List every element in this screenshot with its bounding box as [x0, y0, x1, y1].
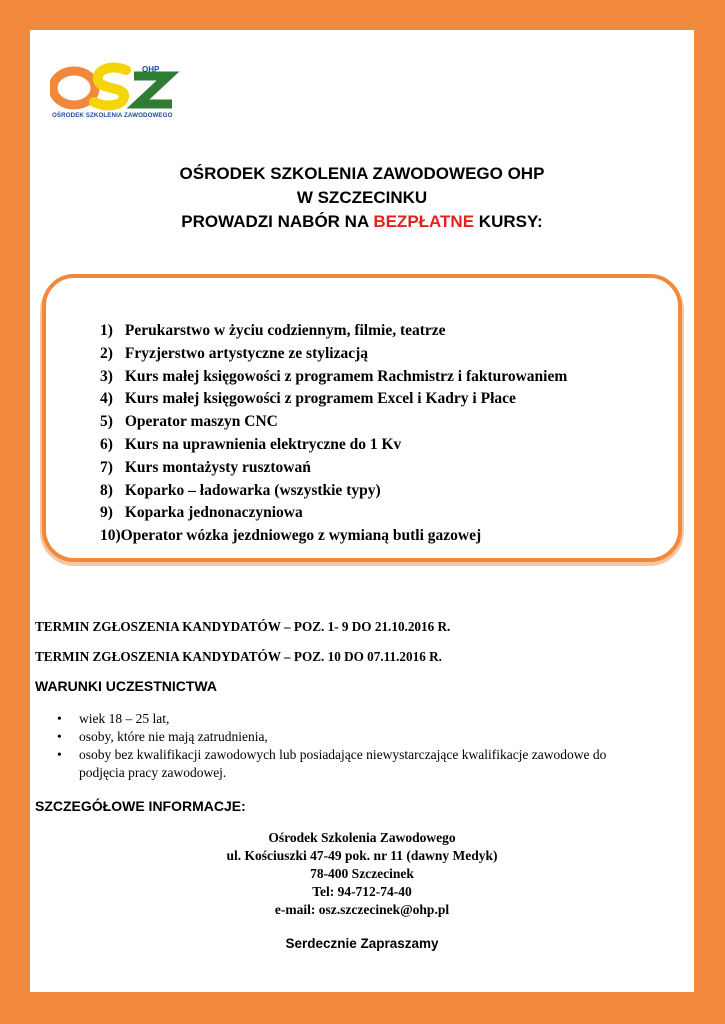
deadline-line-2: TERMIN ZGŁOSZENIA KANDYDATÓW – POZ. 10 DO 07.11.2016 R.	[35, 649, 442, 664]
course-item	[100, 525, 660, 548]
course-title: Koparko – ładowarka (wszystkie typy)	[124, 481, 381, 499]
headline	[30, 162, 694, 234]
course-number: 3)	[100, 367, 113, 385]
course-number: 2)	[100, 344, 113, 362]
poster-page	[30, 30, 694, 992]
course-number: 4)	[100, 390, 113, 408]
info-city: 78-400 Szczecinek	[310, 866, 414, 881]
course-item	[100, 388, 660, 411]
info-email: e-mail: osz.szczecinek@ohp.pl	[274, 902, 450, 917]
osz-logo-mark	[50, 58, 180, 112]
closing-invitation: Serdecznie Zapraszamy	[285, 936, 439, 951]
condition-text: osoby bez kwalifikacji zawodowych lub posiadające niewystarczające kwalifikacje zawodowe do podjęcia pracy zawodowej.	[79, 747, 607, 780]
headline-line-3-post: KURSY:	[474, 212, 543, 231]
condition-text: wiek 18 – 25 lat,	[79, 711, 170, 726]
course-item	[100, 411, 660, 434]
course-title: Operator maszyn CNC	[124, 413, 278, 431]
svg-text:OHP: OHP	[142, 65, 160, 74]
condition-item	[55, 746, 655, 782]
course-title: Perukarstwo w życiu codziennym, filmie, teatrze	[124, 322, 446, 339]
course-title: Kurs małej księgowości z programem Rachmistrz i fakturowaniem	[124, 367, 568, 385]
course-number: 8)	[100, 481, 113, 499]
headline-line-1: OŚRODEK SZKOLENIA ZAWODOWEGO OHP	[179, 164, 545, 183]
course-title: Kurs na uprawnienia elektryczne do 1 Kv	[124, 435, 402, 453]
course-item	[100, 343, 660, 366]
deadline-line-1: TERMIN ZGŁOSZENIA KANDYDATÓW – POZ. 1- 9 DO 21.10.2016 R.	[35, 619, 451, 634]
course-item	[100, 320, 660, 343]
course-title: Kurs montażysty rusztowań	[124, 458, 311, 476]
bullet-icon: •	[57, 711, 62, 726]
info-phone: Tel: 94-712-74-40	[312, 884, 412, 899]
condition-item	[55, 710, 655, 728]
course-item	[100, 457, 660, 480]
course-number: 10)	[100, 527, 121, 545]
logo-caption: OŚRODEK SZKOLENIA ZAWODOWEGO	[52, 112, 173, 119]
course-number: 9)	[100, 504, 113, 522]
condition-item	[55, 728, 655, 746]
course-item	[100, 480, 660, 503]
course-number: 1)	[100, 322, 113, 339]
contact-info	[30, 829, 694, 919]
course-number: 6)	[100, 435, 113, 453]
course-item	[100, 502, 660, 525]
course-number: 5)	[100, 413, 113, 431]
course-title: Kurs małej księgowości z programem Excel i Kadry i Płace	[124, 390, 516, 408]
conditions-title: WARUNKI UCZESTNICTWA	[35, 678, 217, 694]
headline-line-3	[30, 210, 694, 234]
headline-line-3-pre: PROWADZI NABÓR NA	[181, 212, 374, 231]
headline-line-2: W SZCZECINKU	[296, 188, 428, 207]
headline-free-highlight: BEZPŁATNE	[373, 212, 475, 231]
course-title: Koparka jednonaczyniowa	[124, 504, 303, 522]
osz-logo	[50, 58, 180, 128]
condition-text: osoby, które nie mają zatrudnienia,	[79, 729, 268, 744]
bullet-icon: •	[57, 747, 62, 762]
course-number: 7)	[100, 458, 113, 476]
info-title: SZCZEGÓŁOWE INFORMACJE:	[35, 798, 246, 814]
course-title: Fryzjerstwo artystyczne ze stylizacją	[124, 344, 369, 362]
course-list	[100, 320, 660, 548]
course-item	[100, 366, 660, 389]
bullet-icon: •	[57, 729, 62, 744]
course-title: Operator wózka jezdniowego z wymianą butli gazowej	[120, 527, 482, 545]
conditions-list	[55, 710, 655, 782]
course-item	[100, 434, 660, 457]
info-address: ul. Kościuszki 47-49 pok. nr 11 (dawny Medyk)	[226, 848, 498, 863]
info-organization: Ośrodek Szkolenia Zawodowego	[268, 830, 456, 845]
